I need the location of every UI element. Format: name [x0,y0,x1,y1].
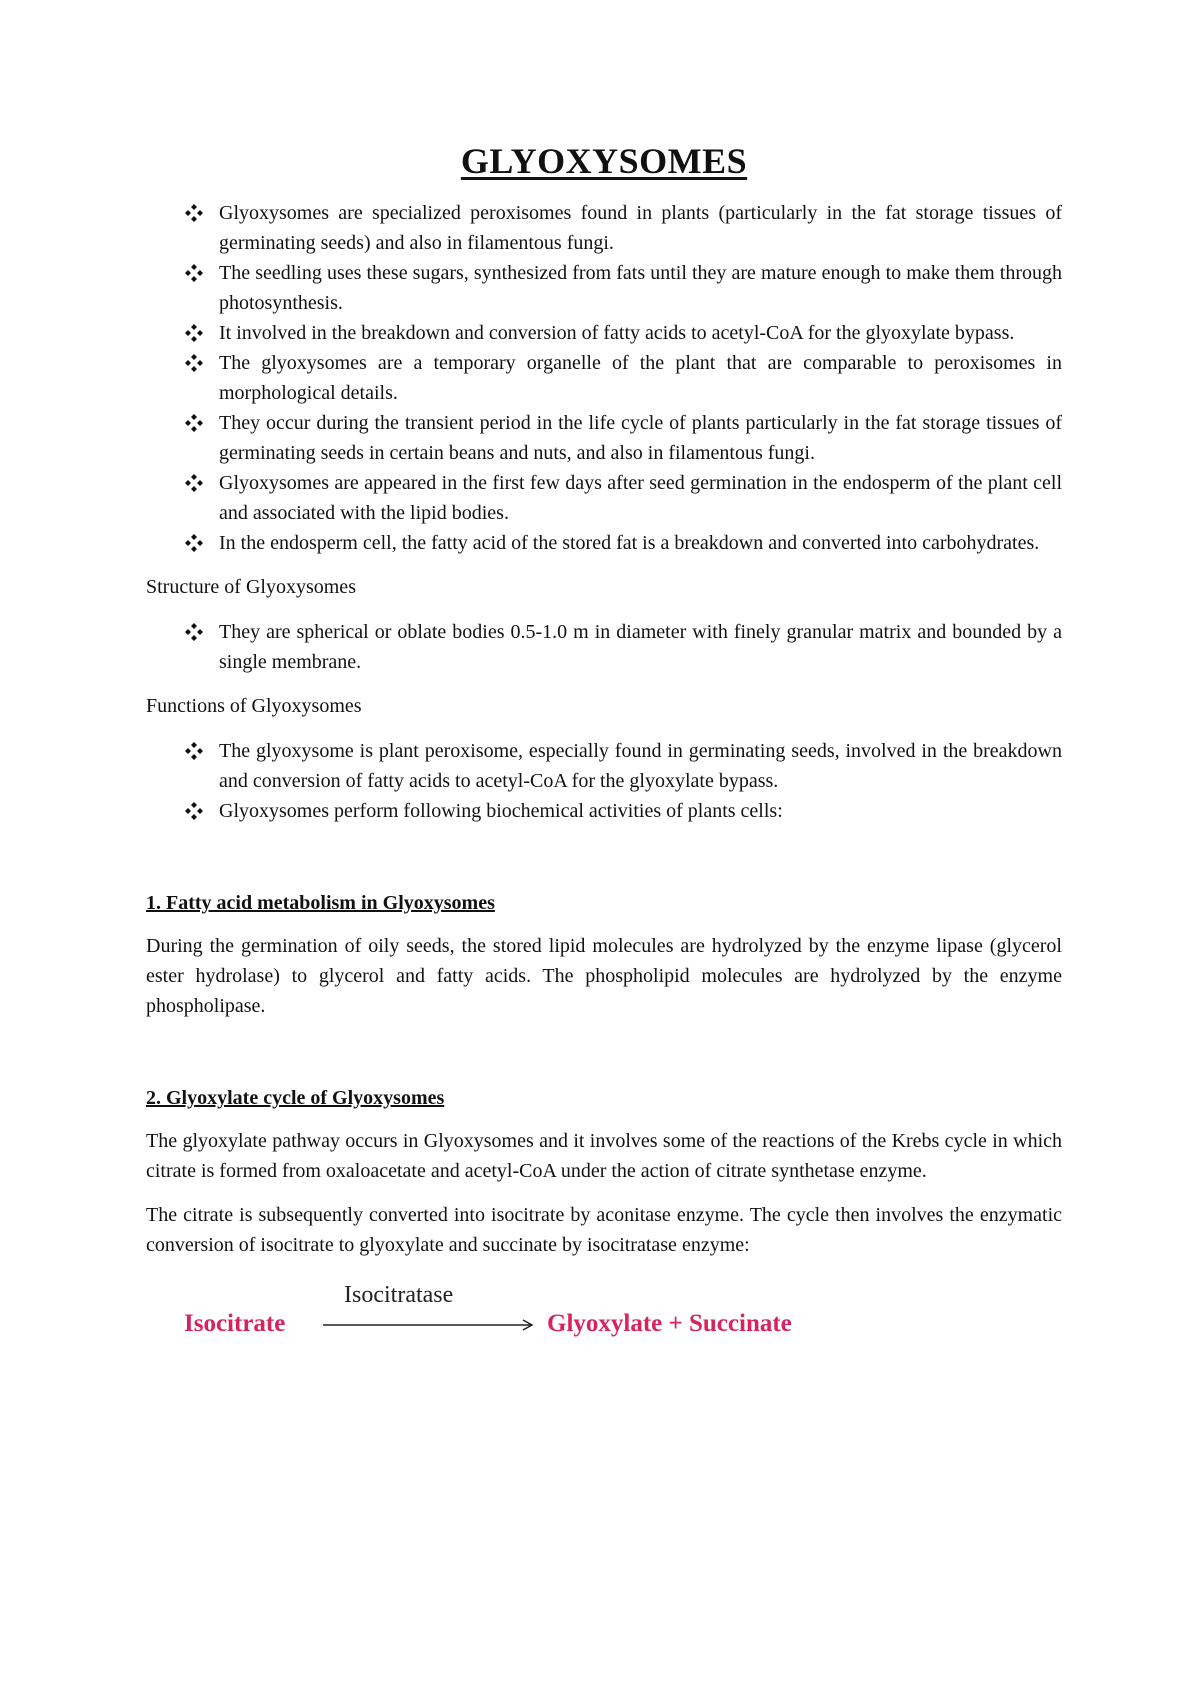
section1-paragraph: During the germination of oily seeds, the stored lipid molecules are hydrolyzed by the enzyme lipase (glycerol ester hydrolase) to glycerol and fatty acids. The phospholipid molecules are hydrolyzed by the enzyme phospholipase. [146,935,1062,1017]
list-item-text: Glyoxysomes perform following biochemical activities of plants cells: [219,800,783,822]
section2-paragraph: The citrate is subsequently converted into isocitrate by aconitase enzyme. The cycle then involves the enzymatic conversion of isocitrate to glyoxylate and succinate by isocitratase enzyme: [146,1204,1062,1256]
list-item [146,198,1062,258]
section2-heading: 2. Glyoxylate cycle of Glyoxysomes [146,1087,445,1109]
structure-label: Structure of Glyoxysomes [146,576,356,598]
list-item-text: Glyoxysomes are specialized peroxisomes found in plants (particularly in the fat storage tissues of germinating seeds) and also in filamentous fungi. [219,202,1062,254]
spacer [146,826,1062,888]
four-diamond-bullet-icon [184,741,204,761]
list-item [146,348,1062,408]
intro-bullet-list [146,198,1062,558]
list-item-text: They are spherical or oblate bodies 0.5-1.0 m in diameter with finely granular matrix and bounded by a single membrane. [219,621,1062,673]
four-diamond-bullet-icon [184,323,204,343]
list-item-text: The glyoxysomes are a temporary organelle of the plant that are comparable to peroxisomes in morphological details. [219,352,1062,404]
list-item [146,796,1062,826]
list-item-text: It involved in the breakdown and conversion of fatty acids to acetyl-CoA for the glyoxylate bypass. [219,322,1015,344]
spacer [146,1186,1062,1200]
document-page [146,140,1062,1352]
list-item-text: The glyoxysome is plant peroxisome, especially found in germinating seeds, involved in the breakdown and conversion of fatty acids to acetyl-CoA for the glyoxylate bypass. [219,740,1062,792]
list-item [146,408,1062,468]
four-diamond-bullet-icon [184,473,204,493]
four-diamond-bullet-icon [184,533,204,553]
reaction-substrate: Isocitrate [184,1310,286,1337]
four-diamond-bullet-icon [184,353,204,373]
four-diamond-bullet-icon [184,413,204,433]
four-diamond-bullet-icon [184,622,204,642]
list-item [146,258,1062,318]
document-title: GLYOXYSOMES [460,141,748,181]
functions-label: Functions of Glyoxysomes [146,695,362,717]
list-item-text: Glyoxysomes are appeared in the first few days after seed germination in the endosperm of the plant cell and associated with the lipid bodies. [219,472,1062,524]
list-item-text: The seedling uses these sugars, synthesized from fats until they are mature enough to make them through photosynthesis. [219,262,1062,314]
four-diamond-bullet-icon [184,801,204,821]
list-item-text: In the endosperm cell, the fatty acid of the stored fat is a breakdown and converted into carbohydrates. [219,532,1040,554]
reaction-equation [146,1282,1062,1352]
reaction-products: Glyoxylate + Succinate [547,1310,792,1337]
list-item [146,528,1062,558]
reaction-arrow-icon [323,1318,535,1332]
spacer [146,1021,1062,1083]
list-item [146,736,1062,796]
list-item-text: They occur during the transient period in the life cycle of plants particularly in the fat storage tissues of germinating seeds in certain beans and nuts, and also in filamentous fungi. [219,412,1062,464]
section2-paragraph: The glyoxylate pathway occurs in Glyoxysomes and it involves some of the reactions of the Krebs cycle in which citrate is formed from oxaloacetate and acetyl-CoA under the action of citrate synthetase enzyme. [146,1130,1062,1182]
list-item [146,468,1062,528]
functions-bullet-list [146,736,1062,826]
four-diamond-bullet-icon [184,203,204,223]
list-item [146,318,1062,348]
reaction-enzyme: Isocitratase [344,1282,454,1308]
list-item [146,617,1062,677]
structure-bullet-list [146,617,1062,677]
section1-heading: 1. Fatty acid metabolism in Glyoxysomes [146,892,495,914]
four-diamond-bullet-icon [184,263,204,283]
